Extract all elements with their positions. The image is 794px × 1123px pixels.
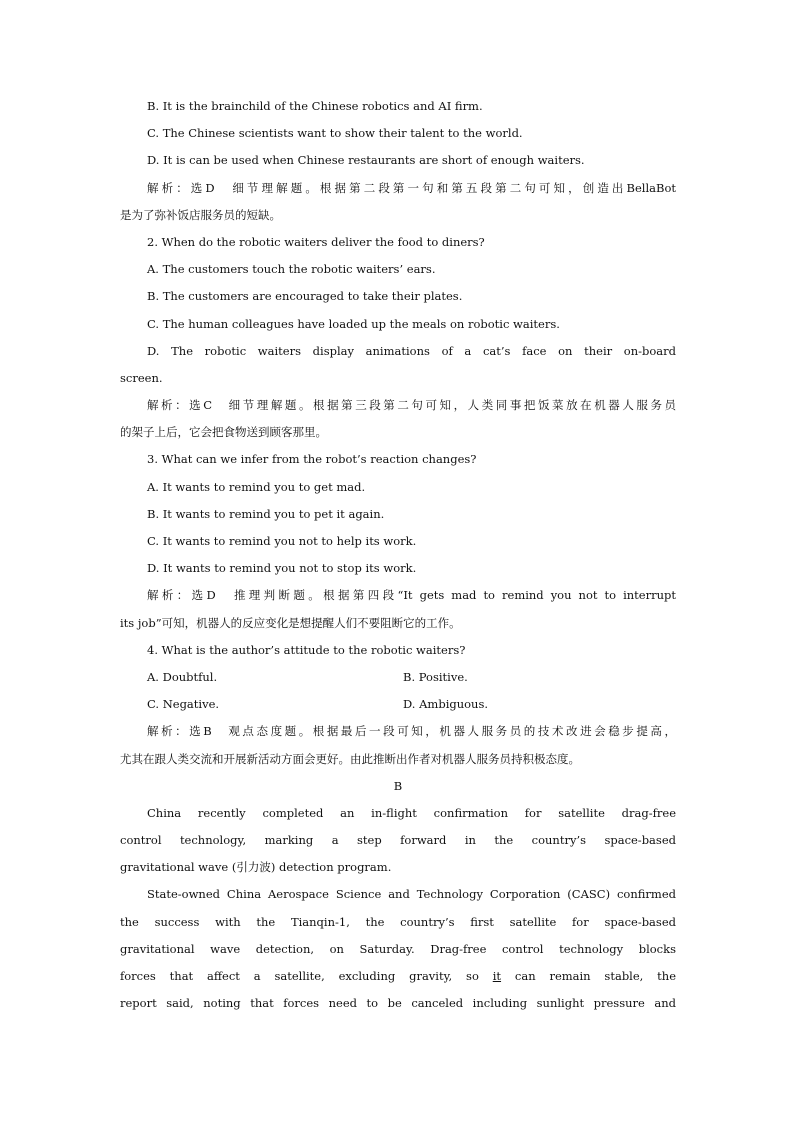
q2-question: 2. When do the robotic waiters deliver the food to diners? — [147, 234, 485, 249]
q4-option-d: D. Ambiguous. — [403, 697, 489, 712]
q3-question: 3. What can we infer from the robot’s reaction changes? — [147, 452, 477, 467]
document-page — [120, 93, 676, 1017]
passage-p2-line-4-before: forces that affect a satellite, excluding gravity, so — [120, 969, 493, 983]
passage-p2-line-4-after: can remain stable, the — [501, 969, 676, 983]
q1-analysis-line-1: 解析：选D 细节理解题。根据第二段第一句和第五段第二句可知，创造出BellaBot — [147, 180, 676, 195]
q3-option-a: A. It wants to remind you to get mad. — [147, 479, 366, 494]
q4-option-b: B. Positive. — [403, 669, 468, 684]
q2-option-d-line-1: D. The robotic waiters display animations of a cat’s face on their on-board — [147, 343, 676, 358]
q3-option-c: C. It wants to remind you not to help its work. — [147, 534, 417, 548]
q2-analysis-line-1: 解析：选C 细节理解题。根据第三段第二句可知，人类同事把饭菜放在机器人服务员 — [147, 398, 676, 413]
q1-option-c: C. The Chinese scientists want to show their talent to the world. — [147, 126, 523, 141]
passage-p1-line-3: gravitational wave (引力波) detection program. — [120, 860, 392, 875]
passage-p2-line-5: report said, noting that forces need to be canceled including sunlight pressure and — [120, 996, 676, 1011]
q2-analysis-line-2: 的架子上后，它会把食物送到顾客那里。 — [120, 425, 327, 440]
q1-analysis-line-2: 是为了弥补饭店服务员的短缺。 — [120, 207, 281, 222]
q2-option-b: B. The customers are encouraged to take their plates. — [147, 289, 463, 304]
passage-p2-line-3: gravitational wave detection, on Saturday. Drag-free control technology blocks — [120, 941, 676, 956]
q4-options-row-1 — [120, 664, 676, 691]
q3-analysis-line-1: 解析：选D 推理判断题。根据第四段“It gets mad to remind you not to interrupt — [147, 588, 676, 603]
q3-option-d: D. It wants to remind you not to stop its work. — [147, 561, 417, 576]
q4-option-a: A. Doubtful. — [147, 669, 218, 684]
passage-p2-line-4 — [120, 963, 676, 990]
q2-option-d-line-2: screen. — [120, 370, 163, 385]
q3-option-b: B. It wants to remind you to pet it again. — [147, 506, 385, 521]
passage-p2-line-2: the success with the Tianqin-1, the country’s first satellite for space-based — [120, 914, 676, 929]
q4-analysis-line-1: 解析：选B 观点态度题。根据最后一段可知，机器人服务员的技术改进会稳步提高， — [147, 724, 676, 739]
q1-option-d: D. It is can be used when Chinese restaurants are short of enough waiters. — [147, 153, 585, 168]
q4-analysis-line-2: 尤其在跟人类交流和开展新活动方面会更好。由此推断出作者对机器人服务员持积极态度。 — [120, 751, 580, 766]
passage-p1-line-2: control technology, marking a step forward in the country’s space-based — [120, 833, 676, 848]
passage-p1-line-1: China recently completed an in-flight confirmation for satellite drag-free — [147, 805, 676, 820]
section-heading: B — [393, 778, 403, 793]
q4-options-row-2 — [120, 691, 676, 718]
q3-analysis-line-2: its job”可知，机器人的反应变化是想提醒人们不要阻断它的工作。 — [120, 615, 461, 630]
q4-option-c: C. Negative. — [147, 697, 220, 712]
q2-option-a: A. The customers touch the robotic waiters’ ears. — [147, 262, 436, 277]
passage-p2-line-1: State-owned China Aerospace Science and Technology Corporation (CASC) confirmed — [147, 887, 676, 902]
q1-option-b: B. It is the brainchild of the Chinese robotics and AI firm. — [147, 99, 483, 113]
q4-question: 4. What is the author’s attitude to the robotic waiters? — [147, 642, 466, 657]
q2-option-c: C. The human colleagues have loaded up the meals on robotic waiters. — [147, 316, 560, 331]
underlined-word: it — [492, 969, 502, 983]
